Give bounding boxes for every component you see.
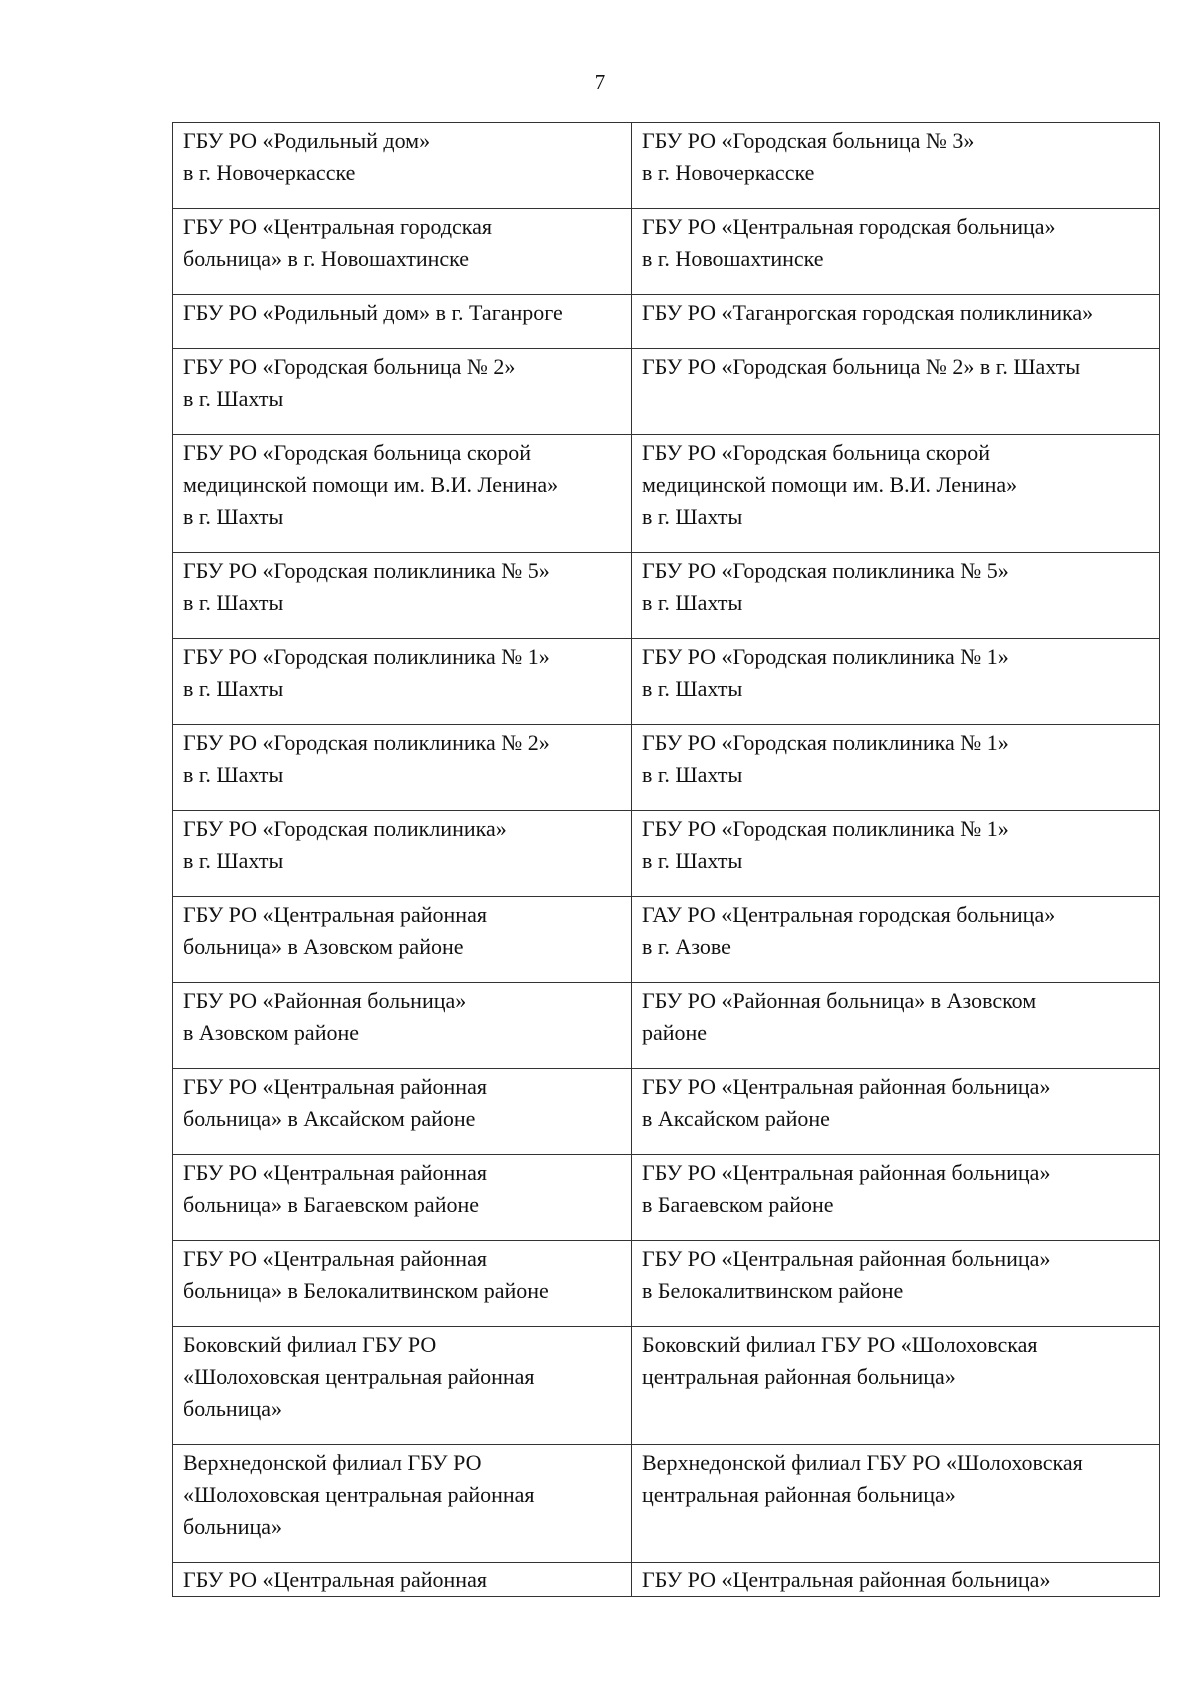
cell-line: Верхнедонской филиал ГБУ РО [183,1450,482,1475]
right-cell [632,295,1160,349]
table-row [173,897,1160,983]
right-cell [632,553,1160,639]
cell-line: ГБУ РО «Городская больница скорой [183,440,532,465]
institutions-table [172,122,1160,1597]
right-cell [632,639,1160,725]
cell-line: ГБУ РО «Центральная районная больница» [642,1246,1051,1271]
right-cell [632,123,1160,209]
cell-line: ГБУ РО «Родильный дом» в г. Таганроге [183,300,563,325]
cell-line: ГБУ РО «Районная больница» [183,988,467,1013]
left-cell [173,1445,632,1563]
cell-line: ГБУ РО «Родильный дом» [183,128,431,153]
cell-line: центральная районная больница» [642,1482,956,1507]
right-cell [632,811,1160,897]
cell-line: в г. Шахты [642,504,743,529]
table-row [173,811,1160,897]
right-cell [632,1563,1160,1597]
table-row [173,1445,1160,1563]
cell-line: в Багаевском районе [642,1192,834,1217]
left-cell [173,295,632,349]
table-row [173,725,1160,811]
right-cell [632,1241,1160,1327]
left-cell [173,1241,632,1327]
cell-line: ГБУ РО «Городская поликлиника № 1» [642,730,1009,755]
table-row [173,295,1160,349]
cell-line: ГБУ РО «Центральная районная [183,1567,487,1592]
cell-line: в Белокалитвинском районе [642,1278,904,1303]
cell-line: в г. Шахты [183,590,284,615]
left-cell [173,1069,632,1155]
cell-line: Боковский филиал ГБУ РО «Шолоховская [642,1332,1038,1357]
right-cell [632,1445,1160,1563]
cell-line: «Шолоховская центральная районная [183,1364,535,1389]
cell-line: ГБУ РО «Таганрогская городская поликлиника» [642,300,1094,325]
left-cell [173,897,632,983]
left-cell [173,639,632,725]
cell-line: ГБУ РО «Центральная районная больница» [642,1567,1051,1592]
right-cell [632,435,1160,553]
cell-line: ГБУ РО «Городская больница скорой [642,440,991,465]
cell-line: ГАУ РО «Центральная городская больница» [642,902,1056,927]
table-row [173,553,1160,639]
cell-line: больница» [183,1514,282,1539]
left-cell [173,811,632,897]
table-row [173,1241,1160,1327]
cell-line: «Шолоховская центральная районная [183,1482,535,1507]
table-row [173,1563,1160,1597]
left-cell [173,1563,632,1597]
cell-line: ГБУ РО «Центральная районная [183,1246,487,1271]
left-cell [173,349,632,435]
right-cell [632,725,1160,811]
cell-line: ГБУ РО «Центральная городская больница» [642,214,1056,239]
cell-line: медицинской помощи им. В.И. Ленина» [642,472,1018,497]
cell-line: в г. Шахты [183,762,284,787]
table-row [173,1155,1160,1241]
cell-line: в г. Азове [642,934,731,959]
cell-line: в г. Шахты [642,590,743,615]
right-cell [632,349,1160,435]
right-cell [632,209,1160,295]
cell-line: в г. Шахты [183,848,284,873]
cell-line: ГБУ РО «Городская поликлиника № 5» [183,558,550,583]
left-cell [173,123,632,209]
cell-line: ГБУ РО «Городская больница № 2» в г. Шахты [642,354,1081,379]
left-cell [173,1155,632,1241]
cell-line: ГБУ РО «Центральная районная больница» [642,1074,1051,1099]
table-row [173,1327,1160,1445]
right-cell [632,1069,1160,1155]
cell-line: больница» в Белокалитвинском районе [183,1278,549,1303]
cell-line: ГБУ РО «Городская больница № 2» [183,354,516,379]
table-row [173,983,1160,1069]
cell-line: в г. Шахты [642,676,743,701]
table-row [173,123,1160,209]
cell-line: ГБУ РО «Городская поликлиника № 2» [183,730,550,755]
table-row [173,639,1160,725]
cell-line: ГБУ РО «Городская поликлиника № 1» [642,644,1009,669]
left-cell [173,553,632,639]
cell-line: в г. Новочеркасске [183,160,356,185]
right-cell [632,897,1160,983]
table-row [173,209,1160,295]
cell-line: в г. Новочеркасске [642,160,815,185]
cell-line: больница» в Азовском районе [183,934,464,959]
cell-line: ГБУ РО «Городская поликлиника № 1» [642,816,1009,841]
cell-line: ГБУ РО «Центральная районная [183,902,487,927]
table-row [173,435,1160,553]
cell-line: ГБУ РО «Центральная районная больница» [642,1160,1051,1185]
table-row [173,1069,1160,1155]
cell-line: в г. Шахты [183,386,284,411]
right-cell [632,1327,1160,1445]
cell-line: ГБУ РО «Районная больница» в Азовском [642,988,1037,1013]
table-row [173,349,1160,435]
cell-line: районе [642,1020,708,1045]
cell-line: Верхнедонской филиал ГБУ РО «Шолоховская [642,1450,1083,1475]
cell-line: в Азовском районе [183,1020,360,1045]
page-number: 7 [594,70,606,94]
cell-line: больница» в г. Новошахтинске [183,246,470,271]
left-cell [173,209,632,295]
cell-line: в г. Шахты [642,762,743,787]
cell-line: ГБУ РО «Городская больница № 3» [642,128,975,153]
cell-line: больница» в Аксайском районе [183,1106,476,1131]
cell-line: в г. Шахты [642,848,743,873]
left-cell [173,435,632,553]
cell-line: в г. Новошахтинске [642,246,824,271]
right-cell [632,1155,1160,1241]
left-cell [173,983,632,1069]
cell-line: ГБУ РО «Городская поликлиника № 5» [642,558,1009,583]
right-cell [632,983,1160,1069]
cell-line: ГБУ РО «Городская поликлиника № 1» [183,644,550,669]
left-cell [173,1327,632,1445]
cell-line: в Аксайском районе [642,1106,830,1131]
cell-line: в г. Шахты [183,504,284,529]
cell-line: центральная районная больница» [642,1364,956,1389]
cell-line: ГБУ РО «Городская поликлиника» [183,816,507,841]
cell-line: ГБУ РО «Центральная городская [183,214,493,239]
cell-line: больница» [183,1396,282,1421]
cell-line: Боковский филиал ГБУ РО [183,1332,437,1357]
left-cell [173,725,632,811]
cell-line: медицинской помощи им. В.И. Ленина» [183,472,559,497]
cell-line: больница» в Багаевском районе [183,1192,480,1217]
cell-line: ГБУ РО «Центральная районная [183,1160,487,1185]
cell-line: ГБУ РО «Центральная районная [183,1074,487,1099]
cell-line: в г. Шахты [183,676,284,701]
